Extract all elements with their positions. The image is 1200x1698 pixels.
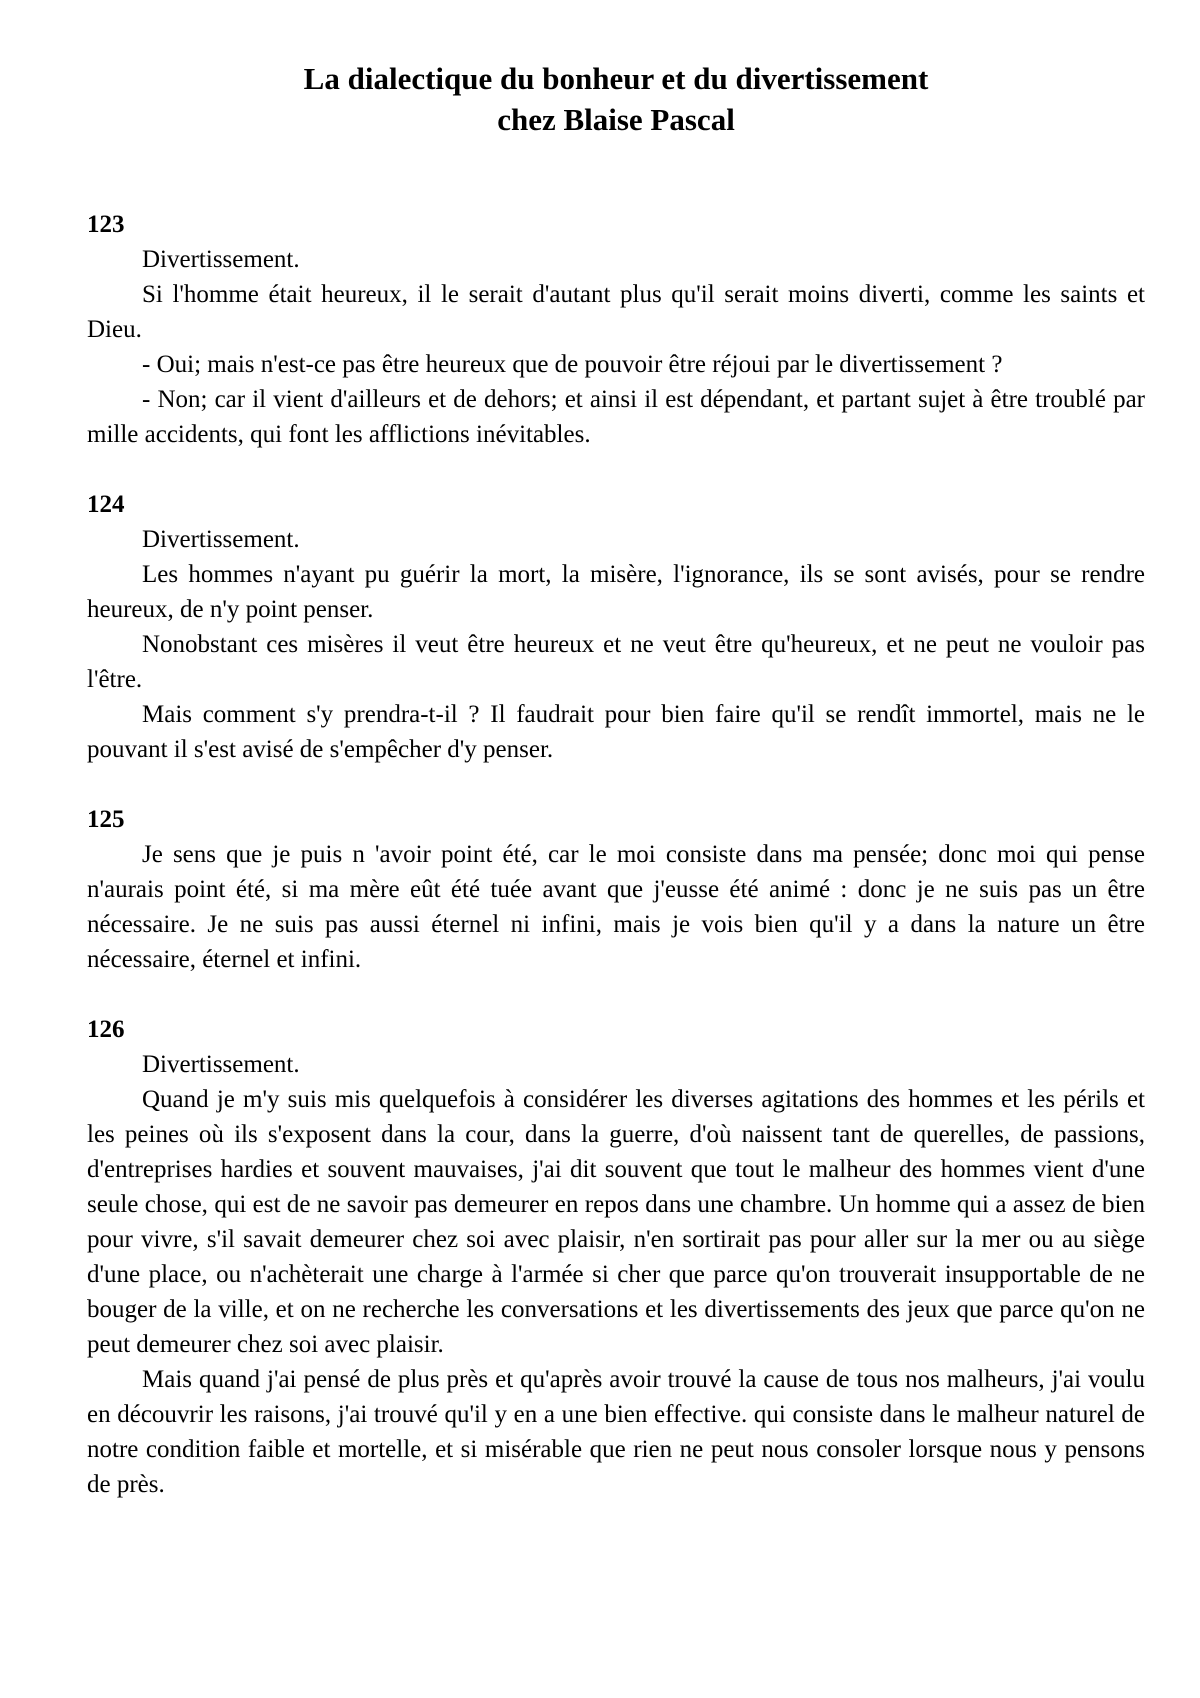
fragment-paragraph: Nonobstant ces misères il veut être heureux et ne veut être qu'heureux, et ne peut ne vouloir pas l'être. [87,631,1145,693]
fragment-paragraph: - Non; car il vient d'ailleurs et de dehors; et ainsi il est dépendant, et partant sujet à être troublé par mille accidents, qui font les afflictions inévitables. [87,386,1145,448]
document-title [87,58,1145,140]
fragment-number: 124 [87,491,125,518]
fragment-paragraph: Quand je m'y suis mis quelquefois à considérer les diverses agitations des hommes et les périls et les peines où ils s'exposent dans la cour, dans la guerre, d'où naissent tant de querelles, de passions, d'entreprises hardies et souvent mauvaises, j'ai dit souvent que tout le malheur des hommes vient d'une seule chose, qui est de ne savoir pas demeurer en repos dans une chambre. Un homme qui a assez de bien pour vivre, s'il savait demeurer chez soi avec plaisir, n'en sortirait pas pour aller sur la mer ou au siège d'une place, ou n'achèterait une charge à l'armée si cher que parce qu'on trouverait insupportable de ne bouger de la ville, et on ne recherche les conversations et les divertissements des jeux que parce qu'on ne peut demeurer chez soi avec plaisir. [87,1086,1145,1358]
fragment-paragraph: Les hommes n'ayant pu guérir la mort, la misère, l'ignorance, ils se sont avisés, pour se rendre heureux, de n'y point penser. [87,561,1145,623]
fragment-125 [87,802,1145,977]
title-line-1: La dialectique du bonheur et du divertissement [303,61,929,96]
fragment-paragraph: Mais quand j'ai pensé de plus près et qu'après avoir trouvé la cause de tous nos malheurs, j'ai voulu en découvrir les raisons, j'ai trouvé qu'il y en a une bien effective. qui consiste dans le malheur naturel de notre condition faible et mortelle, et si misérable que rien ne peut nous consoler lorsque nous y pensons de près. [87,1366,1145,1498]
fragment-paragraph: Divertissement. [142,246,300,273]
fragment-paragraph: Divertissement. [142,526,300,553]
fragment-number: 126 [87,1016,125,1043]
title-line-2: chez Blaise Pascal [497,102,735,137]
fragment-paragraph: Je sens que je puis n 'avoir point été, car le moi consiste dans ma pensée; donc moi qui pense n'aurais point été, si ma mère eût été tuée avant que j'eusse été animé : donc je ne suis pas un être nécessaire. Je ne suis pas aussi éternel ni infini, mais je vois bien qu'il y a dans la nature un être nécessaire, éternel et infini. [87,841,1145,973]
fragment-paragraph: Divertissement. [142,1051,300,1078]
fragment-number: 125 [87,806,125,833]
fragment-124 [87,487,1145,767]
fragment-paragraph: Mais comment s'y prendra-t-il ? Il faudrait pour bien faire qu'il se rendît immortel, mais ne le pouvant il s'est avisé de s'empêcher d'y penser. [87,701,1145,763]
document-body [87,207,1145,1502]
fragment-123 [87,207,1145,452]
fragment-paragraph: Si l'homme était heureux, il le serait d'autant plus qu'il serait moins diverti, comme les saints et Dieu. [87,281,1145,343]
fragment-126 [87,1012,1145,1502]
fragment-paragraph: - Oui; mais n'est-ce pas être heureux que de pouvoir être réjoui par le divertissement ? [142,351,1003,378]
fragment-number: 123 [87,211,125,238]
document-page [87,58,1145,1537]
